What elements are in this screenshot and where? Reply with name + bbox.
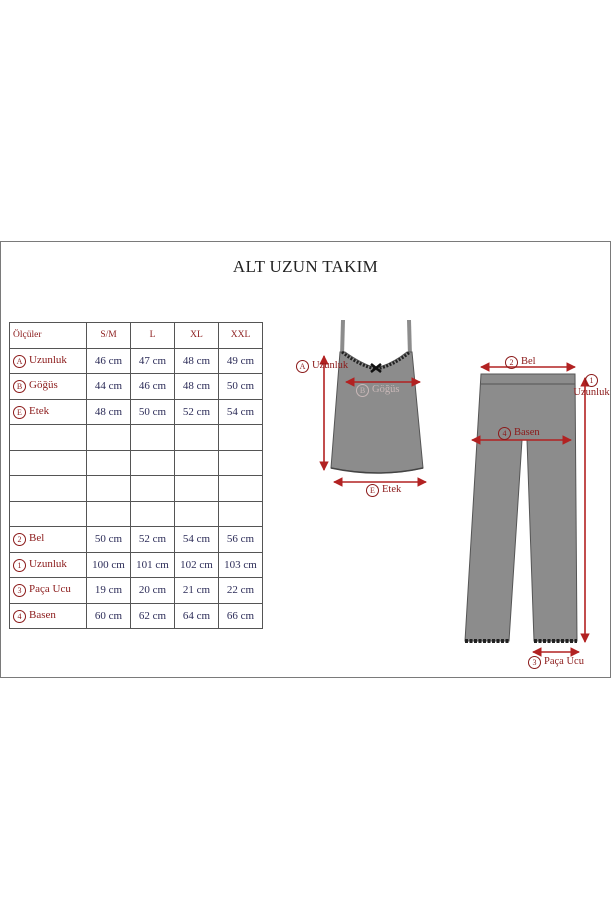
- size-value-cell: 50 cm: [131, 399, 175, 425]
- header-size-l: L: [131, 323, 175, 349]
- camisole-top-drawing: [324, 320, 426, 482]
- size-value-cell: 50 cm: [219, 374, 263, 400]
- top-length-label: A Uzunluk: [296, 360, 348, 373]
- size-value-cell: 22 cm: [219, 578, 263, 604]
- size-value-cell: 60 cm: [87, 603, 131, 629]
- size-value-cell: 47 cm: [131, 348, 175, 374]
- chart-title: ALT UZUN TAKIM: [232, 257, 379, 276]
- size-value-cell: 21 cm: [175, 578, 219, 604]
- size-value-cell: 101 cm: [131, 552, 175, 578]
- size-value-cell: 44 cm: [87, 374, 131, 400]
- size-value-cell: 48 cm: [175, 374, 219, 400]
- pants-hip-label: 4 Basen: [498, 427, 540, 440]
- size-value-cell: 46 cm: [87, 348, 131, 374]
- size-value-cell: 54 cm: [219, 399, 263, 425]
- size-value-cell: 66 cm: [219, 603, 263, 629]
- header-size-xl: XL: [175, 323, 219, 349]
- size-value-cell: 54 cm: [175, 527, 219, 553]
- size-value-cell: 64 cm: [175, 603, 219, 629]
- marker-circle: B: [13, 380, 26, 393]
- top-bust-label: B Göğüs: [356, 384, 399, 397]
- row-label-text: Uzunluk: [29, 557, 67, 570]
- header-measurements: Ölçüler: [10, 323, 87, 349]
- size-value-cell: 100 cm: [87, 552, 131, 578]
- size-value-cell: 56 cm: [219, 527, 263, 553]
- size-value-cell: 50 cm: [87, 527, 131, 553]
- marker-circle: A: [13, 355, 26, 368]
- size-value-cell: 19 cm: [87, 578, 131, 604]
- size-value-cell: 48 cm: [175, 348, 219, 374]
- size-value-cell: 49 cm: [219, 348, 263, 374]
- row-label-text: Paça Ucu: [29, 583, 71, 596]
- size-value-cell: 48 cm: [87, 399, 131, 425]
- row-label-text: Göğüs: [29, 379, 58, 392]
- pants-hem-label: 3 Paça Ucu: [528, 656, 584, 669]
- size-value-cell: 102 cm: [175, 552, 219, 578]
- marker-circle: 3: [13, 584, 26, 597]
- pants-waist-label: 2 Bel: [505, 356, 536, 369]
- marker-circle: 4: [13, 610, 26, 623]
- size-value-cell: 103 cm: [219, 552, 263, 578]
- row-label-text: Etek: [29, 404, 50, 417]
- pants-length-label: 1 Uzunluk: [573, 376, 610, 398]
- size-value-cell: 52 cm: [131, 527, 175, 553]
- size-value-cell: 52 cm: [175, 399, 219, 425]
- pants-drawing: [465, 367, 585, 652]
- row-label-text: Uzunluk: [29, 353, 67, 366]
- marker-circle: 2: [13, 533, 26, 546]
- size-value-cell: 20 cm: [131, 578, 175, 604]
- marker-circle: E: [13, 406, 26, 419]
- row-label-text: Basen: [29, 608, 56, 621]
- header-size-xxl: XXL: [219, 323, 263, 349]
- row-label-text: Bel: [29, 532, 45, 545]
- marker-circle: 1: [13, 559, 26, 572]
- header-size-sm: S/M: [87, 323, 131, 349]
- size-value-cell: 46 cm: [131, 374, 175, 400]
- size-value-cell: 62 cm: [131, 603, 175, 629]
- top-hem-label: E Etek: [366, 484, 401, 497]
